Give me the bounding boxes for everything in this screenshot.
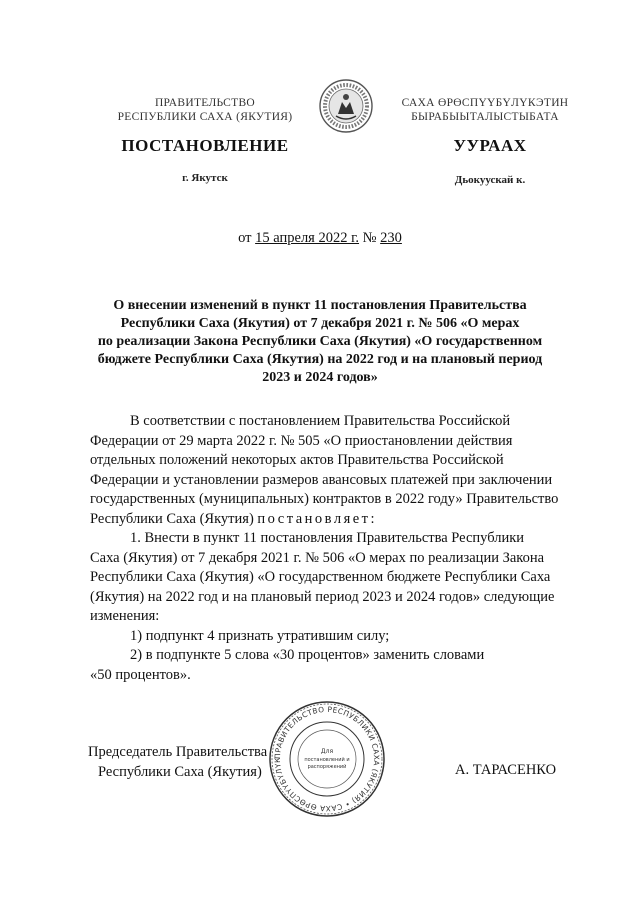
resolves-word: постановляет: [257,510,378,527]
seal-inner-line1: Для [320,748,334,755]
paragraph-1-last-line [90,510,597,530]
title-line: Республики Саха (Якутия) от 7 декабря 2021 г. № 506 «О мерах [120,316,520,331]
document-title [80,297,560,387]
paragraph-1-line: Федерации и установлении размеров авансовых платежей при заключении [90,471,553,488]
header-left-line1: ПРАВИТЕЛЬСТВО [154,97,256,109]
seal-inner-line2: постановлений и [304,757,350,763]
title-line: по реализации Закона Республики Саха (Якутия) «О государственном [97,334,543,349]
date-line [0,230,640,247]
paragraph-1-line: В соответствии с постановлением Правительства Российской [130,413,511,429]
seal-inner-line3: распоряжений [307,764,347,770]
list-item-2-line1: 2) в подпункте 5 слова «30 процентов» заменить словами [130,647,485,663]
date-prefix: от [238,230,256,246]
signatory-position-line1: Председатель Правительства [88,744,268,760]
paragraph-2-line: 1. Внести в пункт 11 постановления Правительства Республики [130,530,525,546]
city-sakha: Дьокуускай к. [454,174,526,186]
header-right-line2: БЫРАБЫЫТАЛЫСТЫБАТА [411,111,559,123]
number-sign: № [359,230,381,246]
list-item-1: 1) подпункт 4 признать утратившим силу; [130,627,390,644]
list-item-2-line2: «50 процентов». [90,666,191,683]
title-line: О внесении изменений в пункт 11 постановления Правительства [113,298,527,313]
official-seal-icon [268,700,386,818]
header-left-line2: РЕСПУБЛИКИ САХА (ЯКУТИЯ) [117,111,293,123]
signatory-position-line2: Республики Саха (Якутия) [98,764,262,780]
paragraph-1-line: отдельных положений некоторых актов Правительства Российской [90,452,504,468]
paragraph-1-line: государственных (муниципальных) контрактов в 2022 году» Правительство [90,491,559,507]
title-line: 2023 и 2024 годов» [262,370,378,385]
paragraph-2-line: (Якутия) на 2022 год и на плановый период 2023 и 2024 годов» следующие [90,588,555,605]
coat-of-arms-icon [318,78,374,134]
paragraph-2-line: Саха (Якутия) от 7 декабря 2021 г. № 506 «О мерах по реализации Закона [90,549,545,566]
title-line: бюджете Республики Саха (Якутия) на 2022 год и на плановый период [97,352,543,367]
document-body [90,412,597,685]
doc-number: 230 [380,230,402,246]
city-ru: г. Якутск [182,172,228,184]
paragraph-2-line: Республики Саха (Якутия) «О государственном бюджете Республики Саха [90,569,551,585]
signatory-name: А. ТАРАСЕНКО [455,762,557,778]
header-right [380,96,590,124]
signatory-position [88,742,267,782]
doc-type-sakha: УУРААХ [453,136,527,155]
header-left [100,96,310,124]
paragraph-1-last-prefix: Республики Саха (Якутия) [90,510,258,527]
doc-type-ru: ПОСТАНОВЛЕНИЕ [121,136,289,155]
seal-outer-text: ПРАВИТЕЛЬСТВО РЕСПУБЛИКИ САХА (ЯКУТИЯ) • САХА ӨРӨСПҮҮБҮЛҮК [272,704,382,814]
date-value: 15 апреля 2022 г. [255,230,360,246]
header-right-line1: САХА ӨРӨСПҮҮБҮЛҮКЭТИН [401,97,569,109]
paragraph-2-last-line: изменения: [90,608,160,624]
paragraph-1-line: Федерации от 29 марта 2022 г. № 505 «О приостановлении действия [90,432,513,449]
